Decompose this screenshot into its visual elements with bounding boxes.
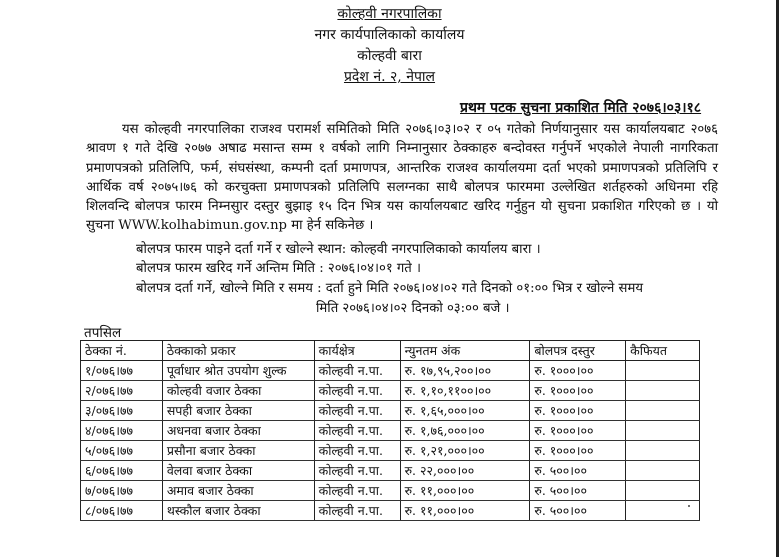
cell-contract-type: अमाव बजार ठेक्का [162, 481, 314, 501]
cell-contract-type: कोल्हवी वजार ठेक्का [162, 381, 314, 401]
table-caption: तपसिल [84, 325, 122, 341]
last-purchase-date: बोलपत्र फारम खरिद गर्ने अन्तिम मिति : २०७६।०४।०१ गते । [136, 261, 422, 276]
cell-contract-no: ७/०७६।७७ [81, 481, 163, 501]
province-country: प्रदेश नं. २, नेपाल [343, 69, 436, 85]
notice-title: प्रथम पटक सुचना प्रकाशित मिति २०७६।०३।१८ [460, 100, 702, 116]
cell-bid-fee: रु. ५००।०० [530, 461, 626, 481]
cell-contract-type: वेलवा बजार ठेक्का [162, 461, 314, 481]
cell-work-area: कोल्हवी न.पा. [314, 501, 400, 521]
notice-body-text: यस कोल्हवी नगरपालिका राजश्व परामर्श समितिको मिति २०७६।०३।०२ र ०५ गतेको निर्णयानुसार यस कार्यालयबाट २०७६ श्रावण १ गते देखि २०७७ अषाढ मसान्त सम्म १ वर्षको लागि निम्नानुसार ठेक्काहरु बन्दोवस्त गर्नुपर्ने भएकोले नेपाली नागरिकता प्रमाणपत्रको प्रतिलिपि, फर्म, संघसंस्था, कम्पनी दर्ता प्रमाणपत्र, आन्तरिक राजश्व कार्यालयमा दर्ता भएको प्रमाणपत्रको प्रतिलिपि र आर्थिक वर्ष २०७५।७६ को करचुक्ता प्रमाणपत्रको प्रतिलिपि सलग्नका साथै बोलपत्र फारममा उल्लेखित शर्तहरुको अधिनमा रहि शिलवन्दि बोलपत्र फारम निम्नसुार दस्तुर बुझाइ १५ दिन भित्र यस कार्यालयबाट खरिद गर्नुहुन यो सुचना प्रकाशित गरिएको छ । यो सुचना WWW.kolhabimun.gov.np मा हेर्न सकिनेछ । [86, 122, 718, 234]
cell-work-area: कोल्हवी न.पा. [314, 381, 400, 401]
registration-schedule-cont: मिति २०७६।०४।०२ दिनको ०३:०० बजे । [316, 301, 510, 316]
cell-contract-no: ५/०७६।७७ [81, 441, 163, 461]
cell-contract-no: २/०७६।७७ [81, 381, 163, 401]
cell-contract-type: पूर्वाधार श्रोत उपयोग शुल्क [162, 361, 314, 381]
contracts-table [80, 340, 700, 521]
table-row [81, 381, 700, 401]
cell-remarks [626, 501, 700, 521]
letterhead [0, 4, 779, 88]
cell-minimum-amount: रु. १,२१,०००।०० [400, 441, 530, 461]
notice-body [86, 120, 718, 236]
col-contract-no: ठेक्का नं. [81, 341, 163, 361]
municipality-name: कोल्हवी नगरपालिका [337, 6, 442, 22]
cell-contract-no: ४/०७६।७७ [81, 421, 163, 441]
cell-contract-no: ६/०७६।७७ [81, 461, 163, 481]
cell-minimum-amount: रु. १,६५,०००।०० [400, 401, 530, 421]
cell-minimum-amount: रु. १७,९५,२००।०० [400, 361, 530, 381]
col-minimum-amount: न्युनतम अंक [400, 341, 530, 361]
cell-work-area: कोल्हवी न.पा. [314, 401, 400, 421]
registration-schedule: बोलपत्र दर्ता गर्ने, खोल्ने मिति र समय : दर्ता हुने मिति २०७६।०४।०२ गते दिनको ०१:०० भित्र र खोल्ने समय [136, 281, 643, 296]
cell-minimum-amount: रु. ११,०००।०० [400, 481, 530, 501]
col-remarks: कैफियत [626, 341, 700, 361]
cell-contract-no: १/०७६।७७ [81, 361, 163, 381]
cell-bid-fee: रु. १०००।०० [530, 381, 626, 401]
cell-work-area: कोल्हवी न.पा. [314, 441, 400, 461]
col-work-area: कार्यक्षेत्र [314, 341, 400, 361]
cell-contract-no: ३/०७६।७७ [81, 401, 163, 421]
cell-remarks [626, 381, 700, 401]
table-row [81, 401, 700, 421]
cell-bid-fee: रु. १०००।०० [530, 361, 626, 381]
office-location: कोल्हवी बारा [357, 48, 422, 64]
cell-remarks [626, 401, 700, 421]
cell-minimum-amount: रु. २२,०००।०० [400, 461, 530, 481]
table-row [81, 481, 700, 501]
table-row [81, 441, 700, 461]
table-row [81, 361, 700, 381]
cell-bid-fee: रु. ५००।०० [530, 501, 626, 521]
cell-remarks [626, 461, 700, 481]
cell-remarks [626, 481, 700, 501]
cell-work-area: कोल्हवी न.पा. [314, 481, 400, 501]
table-header-row [81, 341, 700, 361]
cell-contract-type: प्रसौना बजार ठेक्का [162, 441, 314, 461]
scan-speck [688, 505, 690, 507]
cell-bid-fee: रु. १०००।०० [530, 421, 626, 441]
table-row [81, 501, 700, 521]
cell-bid-fee: रु. ५००।०० [530, 481, 626, 501]
cell-bid-fee: रु. १०००।०० [530, 441, 626, 461]
cell-work-area: कोल्हवी न.पा. [314, 461, 400, 481]
cell-contract-type: सपही बजार ठेक्का [162, 401, 314, 421]
cell-work-area: कोल्हवी न.पा. [314, 361, 400, 381]
table-row [81, 461, 700, 481]
cell-remarks [626, 361, 700, 381]
cell-remarks [626, 441, 700, 461]
cell-contract-type: थस्कौल बजार ठेक्का [162, 501, 314, 521]
col-bid-fee: बोलपत्र दस्तुर [530, 341, 626, 361]
col-contract-type: ठेक्काको प्रकार [162, 341, 314, 361]
office-name: नगर कार्यपालिकाको कार्यालय [314, 27, 465, 43]
cell-bid-fee: रु. १०००।०० [530, 401, 626, 421]
cell-minimum-amount: रु. ११,०००।०० [400, 501, 530, 521]
form-place: बोलपत्र फारम पाइने दर्ता गर्ने र खोल्ने स्थान: कोल्हवी नगरपालिकाको कार्यालय बारा । [136, 242, 541, 257]
cell-minimum-amount: रु. १,७६,०००।०० [400, 421, 530, 441]
cell-contract-no: ८/०७६।७७ [81, 501, 163, 521]
cell-remarks [626, 421, 700, 441]
cell-minimum-amount: रु. १,१०,११००।०० [400, 381, 530, 401]
table-row [81, 421, 700, 441]
cell-contract-type: अधनवा बजार ठेक्का [162, 421, 314, 441]
cell-work-area: कोल्हवी न.पा. [314, 421, 400, 441]
